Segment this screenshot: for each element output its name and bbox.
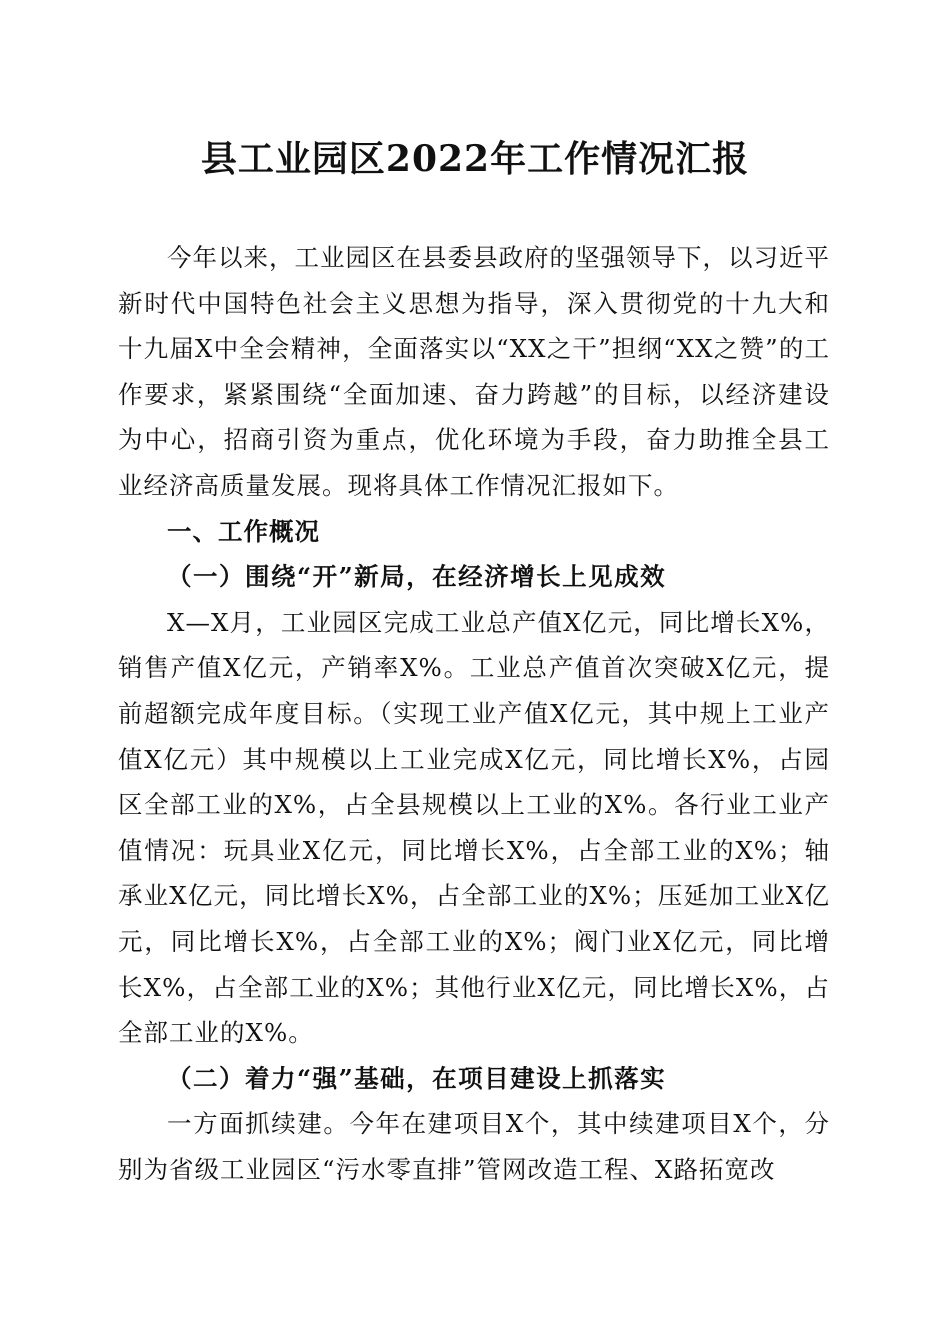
subsection-heading-economic-growth: （一）围绕“开”新局，在经济增长上见成效 xyxy=(167,562,667,592)
document-title: 县工业园区2022年工作情况汇报 xyxy=(200,138,750,180)
document-body xyxy=(118,235,830,1192)
intro-paragraph: 今年以来，工业园区在县委县政府的坚强领导下，以习近平新时代中国特色社会主义思想为指导，深入贯彻党的十九大和十九届X中全会精神，全面落实以“XX之干”担纲“XX之赞”的工作要求，紧紧围绕“全面加速、奋力跨越”的目标，以经济建设为中心，招商引资为重点，优化环境为手段，奋力助推全县工业经济高质量发展。现将具体工作情况汇报如下。 xyxy=(118,243,830,500)
project-construction-paragraph: 一方面抓续建。今年在建项目X个，其中续建项目X个，分别为省级工业园区“污水零直排”管网改造工程、X路拓宽改 xyxy=(118,1109,830,1184)
economic-growth-paragraph: X—X月，工业园区完成工业总产值X亿元，同比增长X%，销售产值X亿元，产销率X%。工业总产值首次突破X亿元，提前超额完成年度目标。（实现工业产值X亿元，其中规上工业产值X亿元）其中规模以上工业完成X亿元，同比增长X%，占园区全部工业的X%，占全县规模以上工业的X%。各行业工业产值情况：玩具业X亿元，同比增长X%，占全部工业的X%；轴承业X亿元，同比增长X%，占全部工业的X%；压延加工业X亿元，同比增长X%，占全部工业的X%；阀门业X亿元，同比增长X%，占全部工业的X%；其他行业X亿元，同比增长X%，占全部工业的X%。 xyxy=(118,607,830,1048)
section-heading-overview: 一、工作概况 xyxy=(167,516,320,546)
subsection-heading-project-construction: （二）着力“强”基础，在项目建设上抓落实 xyxy=(167,1063,667,1093)
